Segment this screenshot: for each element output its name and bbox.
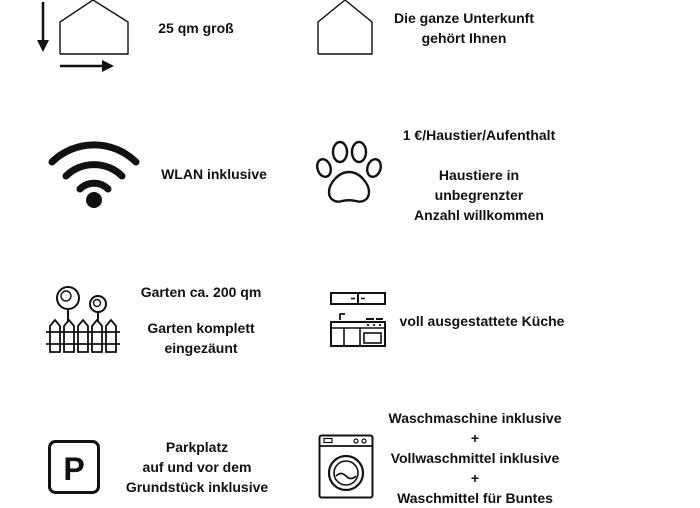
pets-fee: 1 €/Haustier/Aufenthalt <box>402 127 556 143</box>
house-icon <box>316 0 374 56</box>
washing-machine-icon <box>318 434 374 498</box>
garden-text: Garten ca. 200 qm Garten komplett eingezäunt <box>140 284 262 356</box>
kitchen-icon <box>330 292 386 348</box>
size-label: 25 qm groß <box>158 20 234 36</box>
house-size-icon <box>34 0 116 76</box>
paw-icon <box>314 140 384 206</box>
laundry-text: Waschmaschine inklusive + Vollwaschmittel inklusive + Waschmittel für Buntes <box>388 410 562 506</box>
parking-text: Parkplatz auf und vor dem Grundstück inklusive <box>125 439 269 495</box>
wifi-label: WLAN inklusive <box>161 166 267 182</box>
wifi-icon <box>48 136 140 210</box>
garden-fence-icon <box>46 284 122 356</box>
kitchen-label: voll ausgestattete Küche <box>399 313 565 329</box>
parking-symbol: P <box>63 451 85 487</box>
whole-property-text: Die ganze Unterkunft gehört Ihnen <box>393 10 534 46</box>
pets-text: 1 €/Haustier/Aufenthalt Haustiere in unbegrenzter Anzahl willkommen <box>379 125 579 225</box>
parking-icon <box>48 440 100 494</box>
